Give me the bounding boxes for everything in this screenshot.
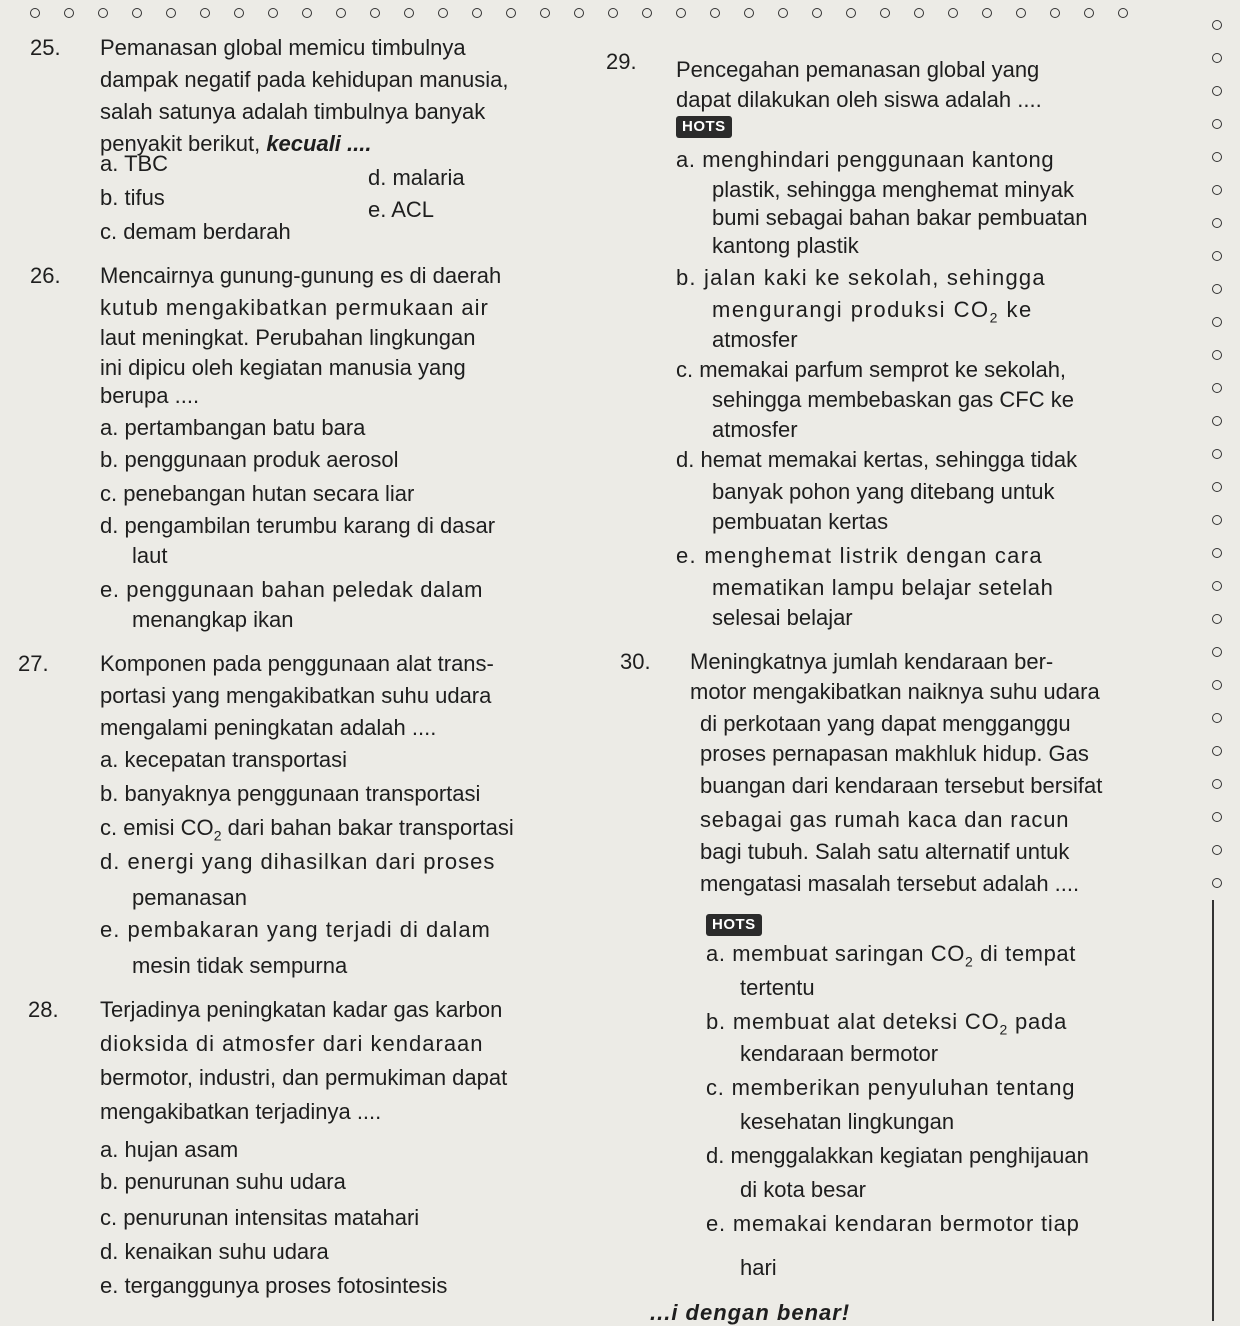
q27-line3: mengalami peningkatan adalah .... [100, 715, 437, 740]
binding-ring [1212, 350, 1222, 360]
q29-option-a-line1: a. menghindari penggunaan kantong [676, 147, 1055, 172]
q25-option-a: a. TBC [100, 151, 169, 176]
q30-option-c-line1: c. memberikan penyuluhan tentang [706, 1075, 1076, 1100]
q30-option-b-line2: kendaraan bermotor [740, 1041, 939, 1066]
binding-ring [1212, 812, 1222, 822]
binding-ring [1212, 152, 1222, 162]
binding-ring [234, 8, 244, 18]
q29-option-a-line2: plastik, sehingga menghemat minyak [712, 177, 1074, 202]
q27-option-a: a. kecepatan transportasi [100, 747, 348, 772]
q30-line5: buangan dari kendaraan tersebut bersifat [700, 773, 1103, 798]
q27-option-e-line1: e. pembakaran yang terjadi di dalam [100, 917, 491, 942]
binding-ring [1212, 317, 1222, 327]
q29-option-a-line3: bumi sebagai bahan bakar pembuatan [712, 205, 1088, 230]
q26-option-d-line2: laut [132, 543, 168, 568]
binding-ring [132, 8, 142, 18]
q29-option-d-line3: pembuatan kertas [712, 509, 889, 534]
q27-option-d-line1: d. energi yang dihasilkan dari proses [100, 849, 496, 874]
binding-ring [1212, 680, 1222, 690]
q30-option-a-line1: a. membuat saringan $CO_2$ di tempat [706, 941, 1076, 970]
q29-option-e-line3: selesai belajar [712, 605, 853, 630]
q26-option-e-line1: e. penggunaan bahan peledak dalam [100, 577, 484, 602]
q25-option-d: d. malaria [368, 165, 465, 190]
q27-option-c: c. emisi $CO_2$ dari bahan bakar transportasi [100, 815, 514, 844]
q29-option-b-line3: atmosfer [712, 327, 798, 352]
binding-ring [1084, 8, 1094, 18]
binding-ring [370, 8, 380, 18]
q30-line1: Meningkatnya jumlah kendaraan ber- [690, 649, 1054, 674]
q29-option-c-line2: sehingga membebaskan gas CFC ke [712, 387, 1074, 412]
q30-option-e-line1: e. memakai kendaran bermotor tiap [706, 1211, 1080, 1236]
page-edge-line [1212, 900, 1214, 1321]
binding-ring [302, 8, 312, 18]
binding-ring [574, 8, 584, 18]
q26-option-e-line2: menangkap ikan [132, 607, 294, 632]
q25-line2: dampak negatif pada kehidupan manusia, [100, 67, 509, 92]
binding-ring [1212, 416, 1222, 426]
binding-ring [1212, 779, 1222, 789]
q27-option-d-line2: pemanasan [132, 885, 247, 910]
q30-option-d-line2: di kota besar [740, 1177, 866, 1202]
q29-option-a-line4: kantong plastik [712, 233, 859, 258]
q29-option-c-line3: atmosfer [712, 417, 798, 442]
binding-ring [1212, 581, 1222, 591]
q30-line7: bagi tubuh. Salah satu alternatif untuk [700, 839, 1070, 864]
binding-ring [812, 8, 822, 18]
binding-ring [1212, 713, 1222, 723]
q29-option-e-line1: e. menghemat listrik dengan cara [676, 543, 1043, 568]
q27-number: 27. [18, 651, 49, 676]
binding-ring [1212, 845, 1222, 855]
binding-ring [438, 8, 448, 18]
q26-line4: ini dipicu oleh kegiatan manusia yang [100, 355, 466, 380]
spiral-binding-top [0, 0, 1240, 24]
q30-line2: motor mengakibatkan naiknya suhu udara [690, 679, 1100, 704]
q25-number: 25. [30, 35, 61, 60]
q28-line4: mengakibatkan terjadinya .... [100, 1099, 382, 1124]
binding-ring [778, 8, 788, 18]
q25-line1: Pemanasan global memicu timbulnya [100, 35, 466, 60]
q30-option-a-line2: tertentu [740, 975, 815, 1000]
q25-option-b: b. tifus [100, 185, 165, 210]
spiral-binding-right [1204, 20, 1234, 900]
q26-option-a: a. pertambangan batu bara [100, 415, 366, 440]
q26-line2: kutub mengakibatkan permukaan air [100, 295, 489, 320]
binding-ring [64, 8, 74, 18]
q30-line3: di perkotaan yang dapat mengganggu [700, 711, 1071, 736]
binding-ring [200, 8, 210, 18]
binding-ring [744, 8, 754, 18]
q25-option-e: e. ACL [368, 197, 435, 222]
binding-ring [642, 8, 652, 18]
q25-line3: salah satunya adalah timbulnya banyak [100, 99, 486, 124]
q27-option-b: b. banyaknya penggunaan transportasi [100, 781, 481, 806]
q28-option-e: e. terganggunya proses fotosintesis [100, 1273, 448, 1298]
binding-ring [710, 8, 720, 18]
q28-line1: Terjadinya peningkatan kadar gas karbon [100, 997, 503, 1022]
footer-instruction: ...i dengan benar! [650, 1300, 851, 1325]
binding-ring [914, 8, 924, 18]
q30-option-d-line1: d. menggalakkan kegiatan penghijauan [706, 1143, 1089, 1168]
binding-ring [1212, 20, 1222, 30]
q30-number: 30. [620, 649, 651, 674]
binding-ring [30, 8, 40, 18]
q29-line2: dapat dilakukan oleh siswa adalah .... [676, 87, 1042, 112]
q30-line4: proses pernapasan makhluk hidup. Gas [700, 741, 1089, 766]
hots-badge: HOTS [706, 914, 762, 936]
binding-ring [1212, 614, 1222, 624]
binding-ring [1212, 647, 1222, 657]
binding-ring [1212, 251, 1222, 261]
binding-ring [1212, 218, 1222, 228]
binding-ring [98, 8, 108, 18]
binding-ring [948, 8, 958, 18]
binding-ring [1212, 284, 1222, 294]
binding-ring [1212, 53, 1222, 63]
q27-line2: portasi yang mengakibatkan suhu udara [100, 683, 492, 708]
q29-option-e-line2: mematikan lampu belajar setelah [712, 575, 1054, 600]
q28-option-d: d. kenaikan suhu udara [100, 1239, 329, 1264]
q30-option-b-line1: b. membuat alat deteksi $CO_2$ pada [706, 1009, 1068, 1038]
q26-option-c: c. penebangan hutan secara liar [100, 481, 415, 506]
binding-ring [1118, 8, 1128, 18]
q29-number: 29. [606, 49, 637, 74]
q28-option-b: b. penurunan suhu udara [100, 1169, 346, 1194]
q27-line1: Komponen pada penggunaan alat trans- [100, 651, 494, 676]
binding-ring [608, 8, 618, 18]
binding-ring [846, 8, 856, 18]
binding-ring [404, 8, 414, 18]
q29-option-b-line2: mengurangi produksi $CO_2$ ke [712, 297, 1033, 326]
q29-option-d-line2: banyak pohon yang ditebang untuk [712, 479, 1055, 504]
q26-number: 26. [30, 263, 61, 288]
binding-ring [676, 8, 686, 18]
binding-ring [166, 8, 176, 18]
binding-ring [1016, 8, 1026, 18]
q26-option-b: b. penggunaan produk aerosol [100, 447, 399, 472]
binding-ring [1212, 383, 1222, 393]
q29-option-b-line1: b. jalan kaki ke sekolah, sehingga [676, 265, 1046, 290]
binding-ring [1212, 548, 1222, 558]
q30-line6: sebagai gas rumah kaca dan racun [700, 807, 1070, 832]
binding-ring [1212, 185, 1222, 195]
binding-ring [1212, 449, 1222, 459]
q28-option-a: a. hujan asam [100, 1137, 239, 1162]
binding-ring [1212, 482, 1222, 492]
binding-ring [1212, 746, 1222, 756]
q29-option-d-line1: d. hemat memakai kertas, sehingga tidak [676, 447, 1078, 472]
binding-ring [268, 8, 278, 18]
q30-line8: mengatasi masalah tersebut adalah .... [700, 871, 1080, 896]
q26-line3: laut meningkat. Perubahan lingkungan [100, 325, 476, 350]
q25-line4: penyakit berikut, kecuali .... [100, 131, 372, 156]
binding-ring [880, 8, 890, 18]
binding-ring [1212, 515, 1222, 525]
q27-option-e-line2: mesin tidak sempurna [132, 953, 348, 978]
binding-ring [1212, 86, 1222, 96]
q28-number: 28. [28, 997, 59, 1022]
q28-option-c: c. penurunan intensitas matahari [100, 1205, 420, 1230]
binding-ring [1212, 878, 1222, 888]
q26-option-d-line1: d. pengambilan terumbu karang di dasar [100, 513, 496, 538]
binding-ring [1050, 8, 1060, 18]
binding-ring [472, 8, 482, 18]
q25-option-c: c. demam berdarah [100, 219, 291, 244]
q26-line5: berupa .... [100, 383, 200, 408]
binding-ring [506, 8, 516, 18]
q30-option-c-line2: kesehatan lingkungan [740, 1109, 955, 1134]
q29-option-c-line1: c. memakai parfum semprot ke sekolah, [676, 357, 1067, 382]
q30-option-e-line2: hari [740, 1255, 777, 1280]
binding-ring [1212, 119, 1222, 129]
binding-ring [336, 8, 346, 18]
q28-line3: bermotor, industri, dan permukiman dapat [100, 1065, 508, 1090]
q28-line2: dioksida di atmosfer dari kendaraan [100, 1031, 484, 1056]
binding-ring [982, 8, 992, 18]
q26-line1: Mencairnya gunung-gunung es di daerah [100, 263, 502, 288]
binding-ring [540, 8, 550, 18]
hots-badge: HOTS [676, 116, 732, 138]
q29-line1: Pencegahan pemanasan global yang [676, 57, 1040, 82]
